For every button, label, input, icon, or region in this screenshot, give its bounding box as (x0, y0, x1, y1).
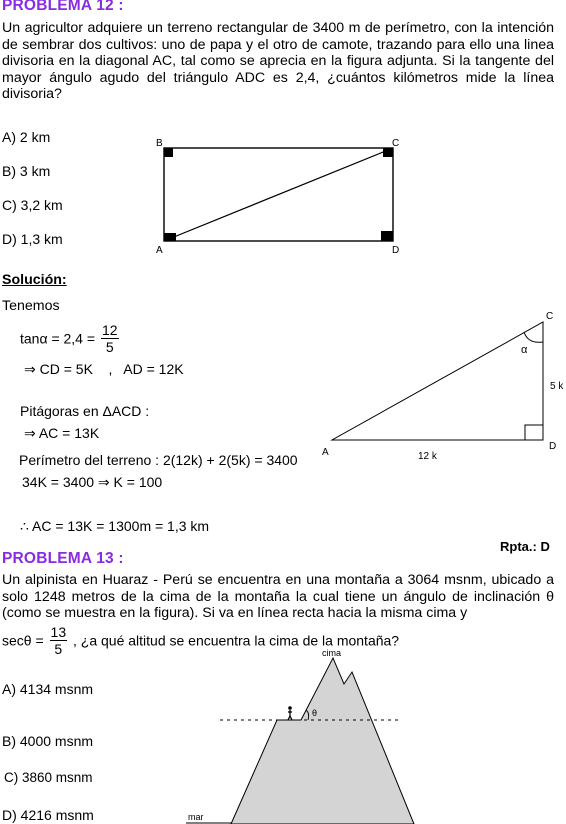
mar-label: mar (188, 812, 204, 822)
triangle-label-c: C (546, 311, 554, 322)
solution-heading: Solución: (2, 272, 67, 288)
vertex-label-b: B (156, 138, 163, 149)
sec-denominator: 5 (54, 641, 63, 657)
sec-numerator: 13 (50, 624, 67, 640)
climber-icon (288, 706, 292, 720)
answer-label: Rpta.: D (500, 539, 550, 554)
mountain-shape (231, 658, 414, 824)
sec-lhs: secθ = (2, 632, 44, 649)
problem13-option-d[interactable]: D) 4216 msnm (2, 807, 94, 823)
problem13-option-b[interactable]: B) 4000 msnm (2, 733, 94, 749)
triangle-label-d: D (549, 441, 557, 452)
pitagoras-line: Pitágoras en ΔACD : (20, 403, 150, 419)
problem13-statement: Un alpinista en Huaraz - Perú se encuentra en una montaña a 3064 msnm, ubicado a solo 1248 metros de la cima de la montaña la cual tiene un ángulo de inclinación θ (como se muestra en la figura). Si va en línea recta hacia la misma cima y (2, 572, 554, 621)
vertex-label-a: A (156, 245, 163, 256)
k-value-line: 34K = 3400 ⇒ K = 100 (22, 474, 163, 490)
tan-numerator: 12 (101, 322, 118, 338)
triangle-label-alpha: α (521, 344, 528, 356)
problem13-option-c[interactable]: C) 3860 msnm (4, 770, 93, 785)
problem13-title: PROBLEMA 13 : (2, 550, 124, 567)
triangle-side-ad: 12 k (418, 451, 437, 462)
sec-question: , ¿a qué altitud se encuentra la cima de la montaña? (73, 632, 400, 649)
problem12-statement: Un agricultor adquiere un terreno rectangular de 3400 m de perímetro, con la intención de sembrar dos cultivos: uno de papa y el otro de camote, trazando para ello una linea divisoria en la diagonal AC, tal como se aprecia en la figura adjunta. Si la tangente del mayor ángulo agudo del triángulo ADC es 2,4, ¿cuántos kilómetros mide la línea divisoria? (2, 20, 554, 102)
ac-13k-line: ⇒ AC = 13K (24, 425, 100, 441)
solution-tenemos: Tenemos (2, 298, 60, 314)
cima-label: cima (322, 648, 342, 658)
tan-denominator: 5 (105, 339, 114, 355)
vertex-label-d: D (392, 245, 400, 256)
conclusion-line: ∴ AC = 13K = 1300m = 1,3 km (20, 518, 210, 534)
triangle-side-cd: 5 k (550, 381, 564, 392)
problem12-option-b[interactable]: B) 3 km (2, 163, 51, 179)
tan-lhs: tanα = 2,4 = (20, 330, 96, 347)
problem12-option-a[interactable]: A) 2 km (2, 129, 51, 145)
problem12-option-d[interactable]: D) 1,3 km (2, 231, 63, 247)
problem12-title: PROBLEMA 12 : (2, 0, 124, 14)
vertex-label-c: C (392, 138, 400, 149)
perimeter-line: Perímetro del terreno : 2(12k) + 2(5k) = 3400 (19, 452, 298, 468)
theta-label: θ (312, 708, 318, 718)
cd-ad-line: ⇒ CD = 5K , AD = 12K (24, 361, 184, 377)
problem13-option-a[interactable]: A) 4134 msnm (2, 681, 94, 697)
triangle-label-a: A (322, 447, 329, 458)
problem12-option-c[interactable]: C) 3,2 km (2, 197, 63, 213)
